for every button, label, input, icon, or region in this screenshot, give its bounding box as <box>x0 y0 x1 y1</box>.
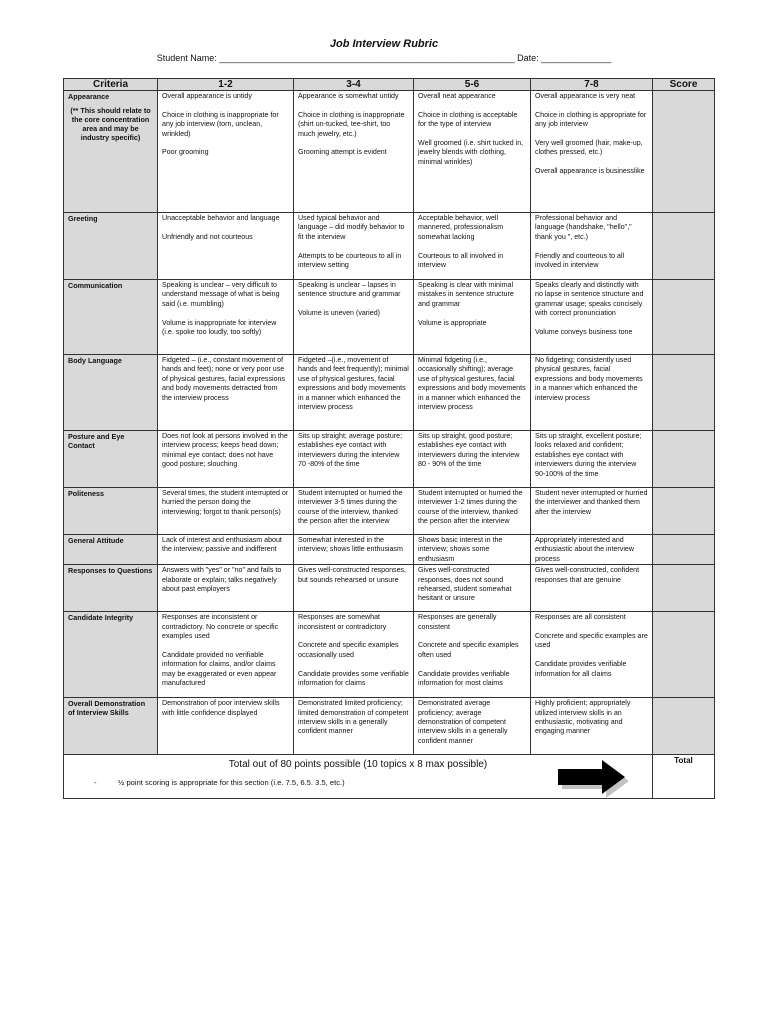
header-row <box>64 79 715 91</box>
descriptor-text: Professional behavior and language (handshake, "hello"," thank you ", etc.) <box>535 214 632 241</box>
score-cell[interactable] <box>653 91 715 213</box>
descriptor-text: Speaking is unclear – very difficult to understand message of what is being said (i.e. mumbling) <box>162 281 280 308</box>
descriptor-cell <box>158 431 294 488</box>
descriptor-text: Overall appearance is very neat <box>535 92 636 100</box>
score-cell[interactable] <box>653 535 715 565</box>
score-cell[interactable] <box>653 698 715 755</box>
descriptor-cell <box>531 213 653 280</box>
descriptor-text: Demonstrated average proficiency; average demonstration of competent interview skills in a generally confident manner <box>418 699 508 745</box>
descriptor-text: Choice in clothing is acceptable for the type of interview <box>418 110 518 129</box>
descriptor-cell <box>158 355 294 431</box>
document-title: Job Interview Rubric <box>329 38 439 50</box>
descriptor-text: Responses are somewhat inconsistent or contradictory <box>298 613 387 631</box>
criteria-name: Body Language <box>68 356 122 365</box>
descriptor-cell <box>531 535 653 565</box>
descriptor-cell <box>531 280 653 355</box>
header-score: Score <box>653 79 715 91</box>
descriptor-cell <box>294 535 414 565</box>
descriptor-cell <box>414 488 531 535</box>
descriptor-cell <box>158 280 294 355</box>
descriptor-text: Choice in clothing is inappropriate (shirt un-tucked, tee-shirt, too much jewelry, etc.) <box>298 110 405 138</box>
descriptor-cell <box>531 355 653 431</box>
descriptor-text: Does not look at persons involved in the interview process; keeps head down; minimal eye contact; does not have good posture; slouching <box>162 432 288 469</box>
rubric-row <box>64 355 715 431</box>
descriptor-text: Several times, the student interrupted or hurried the person doing the interviewing; forgot to thank person(s) <box>162 489 289 516</box>
descriptor-text: Poor grooming <box>162 148 209 157</box>
descriptor-text: No fidgeting; consistently used physical gestures, facial expressions and body movements in a manner which enhanced the interview process <box>535 356 643 402</box>
descriptor-text: Volume is uneven (varied) <box>298 309 381 318</box>
criteria-cell <box>64 431 158 488</box>
criteria-name: Overall Demonstration of Interview Skills <box>68 699 146 718</box>
descriptor-text: Gives well-constructed responses, does not sound rehearsed, student somewhat hesitant or unsure <box>418 566 512 603</box>
descriptor-cell <box>531 488 653 535</box>
descriptor-text: Fidgeted –(i.e., movement of hands and feet frequently); minimal use of physical gestures, facial expressions and body movements in a manner which enhanced the interview process <box>298 356 409 412</box>
student-name-date-line: Student Name: ___________________________________________________________ Date: ______________ <box>156 53 612 63</box>
descriptor-text: Shows basic interest in the interview; shows some enthusiasm <box>418 536 503 563</box>
descriptor-text: Volume conveys business tone <box>535 328 633 337</box>
criteria-cell <box>64 91 158 213</box>
descriptor-cell <box>294 698 414 755</box>
descriptor-text: Concrete and specific examples are used <box>535 632 648 650</box>
criteria-cell <box>64 535 158 565</box>
descriptor-text: Friendly and courteous to all involved in interview <box>535 251 625 270</box>
header-level-5-6: 5-6 <box>414 79 531 91</box>
descriptor-text: Choice in clothing is inappropriate for any job interview (torn, unclean, wrinkled) <box>162 110 279 138</box>
descriptor-text: Attempts to be courteous to all in interview setting <box>298 251 402 270</box>
criteria-cell <box>64 488 158 535</box>
criteria-cell <box>64 612 158 698</box>
descriptor-text: Sits up straight, good posture; establishes eye contact with interviewers during the interview 80 - 90% of the time <box>418 432 520 469</box>
descriptor-cell <box>531 612 653 698</box>
criteria-name: Responses to Questions <box>68 566 153 576</box>
rubric-row <box>64 488 715 535</box>
descriptor-text: Responses are all consistent <box>535 613 626 622</box>
descriptor-cell <box>294 431 414 488</box>
descriptor-text: Overall appearance is businesslike <box>535 167 645 176</box>
bullet-dash: - <box>94 778 97 788</box>
descriptor-cell <box>158 91 294 213</box>
descriptor-cell <box>414 698 531 755</box>
score-cell[interactable] <box>653 355 715 431</box>
descriptor-text: Unacceptable behavior and language <box>162 214 280 222</box>
descriptor-text: Overall neat appearance <box>418 92 496 100</box>
descriptor-text: Unfriendly and not courteous <box>162 232 253 241</box>
criteria-name: Candidate Integrity <box>68 613 134 623</box>
scoring-note-text: ½ point scoring is appropriate for this section (i.e. 7.5, 6.5. 3.5, etc.) <box>118 778 345 788</box>
descriptor-text: Highly proficient; appropriately utilized interview skills in an enthusiastic, motivating and engaging manner <box>535 699 631 736</box>
descriptor-cell <box>414 431 531 488</box>
descriptor-text: Minimal fidgeting (i.e., occasionally shifting); average use of physical gestures, facial expressions and body movements in a manner which enhanced the interview process <box>418 356 526 412</box>
criteria-name: Appearance <box>68 92 110 101</box>
rubric-row <box>64 535 715 565</box>
descriptor-text: Lack of interest and enthusiasm about the interview; passive and indifferent <box>162 536 282 554</box>
descriptor-cell <box>294 355 414 431</box>
descriptor-text: Choice in clothing is appropriate for any job interview <box>535 110 647 129</box>
descriptor-cell <box>158 213 294 280</box>
descriptor-cell <box>294 565 414 612</box>
criteria-name: Communication <box>68 281 123 290</box>
descriptor-cell <box>158 612 294 698</box>
descriptor-text: Answers with "yes" or "no" and fails to elaborate or explain; talks negatively about past employers <box>162 566 282 594</box>
rubric-row <box>64 431 715 488</box>
header-level-7-8: 7-8 <box>531 79 653 91</box>
header-level-1-2: 1-2 <box>158 79 294 91</box>
descriptor-text: Sits up straight, excellent posture; looks relaxed and confident; establishes eye contact with interviewers during the interview 90-100% of the time <box>535 432 642 478</box>
header-criteria: Criteria <box>64 79 158 91</box>
total-score-cell[interactable] <box>653 755 715 799</box>
score-cell[interactable] <box>653 612 715 698</box>
descriptor-text: Responses are inconsistent or contradictory. No concrete or specific examples used <box>162 613 279 641</box>
descriptor-cell <box>294 488 414 535</box>
descriptor-text: Speaking is unclear – lapses in sentence structure and grammar <box>298 281 401 299</box>
descriptor-cell <box>531 431 653 488</box>
descriptor-text: Acceptable behavior, well mannered, professionalism somewhat lacking <box>418 214 504 241</box>
criteria-note: (** This should relate to the core concentration area and may be industry specific) <box>70 106 151 142</box>
criteria-name: Posture and Eye Contact <box>68 432 125 450</box>
criteria-cell <box>64 565 158 612</box>
descriptor-text: Student interrupted or hurried the interviewer 1-2 times during the course of the interview, thanked the person after the interview <box>418 489 523 526</box>
descriptor-text: Gives well-constructed, confident responses that are genuine <box>535 566 640 584</box>
descriptor-text: Somewhat interested in the interview; shows little enthusiasm <box>298 536 403 554</box>
total-summary-cell <box>64 755 653 799</box>
descriptor-text: Courteous to all involved in interview <box>418 251 504 270</box>
descriptor-cell <box>414 213 531 280</box>
descriptor-cell <box>531 698 653 755</box>
descriptor-cell <box>294 612 414 698</box>
descriptor-text: Appearance is somewhat untidy <box>298 92 399 100</box>
descriptor-cell <box>414 612 531 698</box>
descriptor-cell <box>294 280 414 355</box>
descriptor-text: Candidate provides some verifiable information for claims <box>298 669 409 688</box>
descriptor-text: Volume is appropriate <box>418 318 487 327</box>
criteria-cell <box>64 355 158 431</box>
descriptor-text: Student never interrupted or hurried the interviewer and thanked them after the interview <box>535 489 648 516</box>
score-cell[interactable] <box>653 213 715 280</box>
descriptor-text: Fidgeted – (i.e., constant movement of hands and feet); none or very poor use of physical gestures, facial expressions and body movements detracted from the interview process <box>162 356 286 402</box>
descriptor-cell <box>414 535 531 565</box>
rubric-row <box>64 91 715 213</box>
descriptor-text: Gives well-constructed responses, but sounds rehearsed or unsure <box>298 566 407 584</box>
total-row <box>64 755 715 799</box>
descriptor-text: Demonstration of poor interview skills with little confidence displayed <box>162 699 280 717</box>
descriptor-text: Candidate provides verifiable information for all claims <box>535 660 627 678</box>
score-cell[interactable] <box>653 565 715 612</box>
descriptor-text: Grooming attempt is evident <box>298 148 387 157</box>
descriptor-text: Overall appearance is untidy <box>162 92 252 100</box>
descriptor-cell <box>158 565 294 612</box>
descriptor-text: Demonstrated limited proficiency; limited demonstration of competent interview skills in a generally confident manner <box>298 699 409 736</box>
rubric-table <box>63 78 715 799</box>
descriptor-cell <box>158 535 294 565</box>
descriptor-cell <box>531 565 653 612</box>
descriptor-text: Candidate provided no verifiable information for claims, and/or claims may be exaggerated or even appear manufactured <box>162 650 277 688</box>
criteria-cell <box>64 280 158 355</box>
descriptor-cell <box>414 280 531 355</box>
descriptor-cell <box>414 355 531 431</box>
score-cell[interactable] <box>653 488 715 535</box>
descriptor-cell <box>158 488 294 535</box>
descriptor-text: Well groomed (i.e. shirt tucked in, jewelry blends with clothing, minimal wrinkles) <box>418 139 524 166</box>
descriptor-cell <box>414 91 531 213</box>
descriptor-text: Used typical behavior and language – did modify behavior to fit the interview <box>298 214 405 241</box>
descriptor-text: Responses are generally consistent <box>418 613 497 631</box>
criteria-cell <box>64 213 158 280</box>
score-cell[interactable] <box>653 431 715 488</box>
descriptor-text: Speaking is clear with minimal mistakes in sentence structure and grammar <box>418 281 514 308</box>
descriptor-text: Concrete and specific examples occasionally used <box>298 641 399 659</box>
rubric-row <box>64 280 715 355</box>
descriptor-cell <box>294 213 414 280</box>
descriptor-cell <box>294 91 414 213</box>
criteria-name: Greeting <box>68 214 98 223</box>
rubric-row <box>64 698 715 755</box>
descriptor-cell <box>158 698 294 755</box>
criteria-cell <box>64 698 158 755</box>
descriptor-text: Sits up straight; average posture; establishes eye contact with interviewers during the interview 70 -80% of the time <box>298 432 403 469</box>
descriptor-text: Concrete and specific examples often used <box>418 641 519 659</box>
rubric-row <box>64 565 715 612</box>
rubric-row <box>64 213 715 280</box>
descriptor-text: Speaks clearly and distinctly with no lapse in sentence structure and grammar usage; speaks concisely with correct pronunciation <box>535 281 644 318</box>
header-level-3-4: 3-4 <box>294 79 414 91</box>
descriptor-text: Candidate provides verifiable information for most claims <box>418 669 510 688</box>
descriptor-text: Very well groomed (hair, make-up, clothes pressed, etc.) <box>535 139 643 157</box>
right-arrow-icon <box>554 759 632 797</box>
total-points-text: Total out of 80 points possible (10 topics x 8 max possible) <box>228 759 488 771</box>
total-label: Total <box>674 756 693 766</box>
criteria-name: General Attitude <box>68 536 124 545</box>
descriptor-text: Appropriately interested and enthusiastic about the interview process <box>535 536 634 563</box>
criteria-name: Politeness <box>68 489 104 498</box>
descriptor-cell <box>414 565 531 612</box>
descriptor-text: Volume is inappropriate for interview (i.e. spoke too loudly, too softly) <box>162 318 277 337</box>
descriptor-text: Student interrupted or hurried the interviewer 3-5 times during the course of the interview, thanked the person after the interview <box>298 489 403 526</box>
score-cell[interactable] <box>653 280 715 355</box>
descriptor-cell <box>531 91 653 213</box>
rubric-row <box>64 612 715 698</box>
